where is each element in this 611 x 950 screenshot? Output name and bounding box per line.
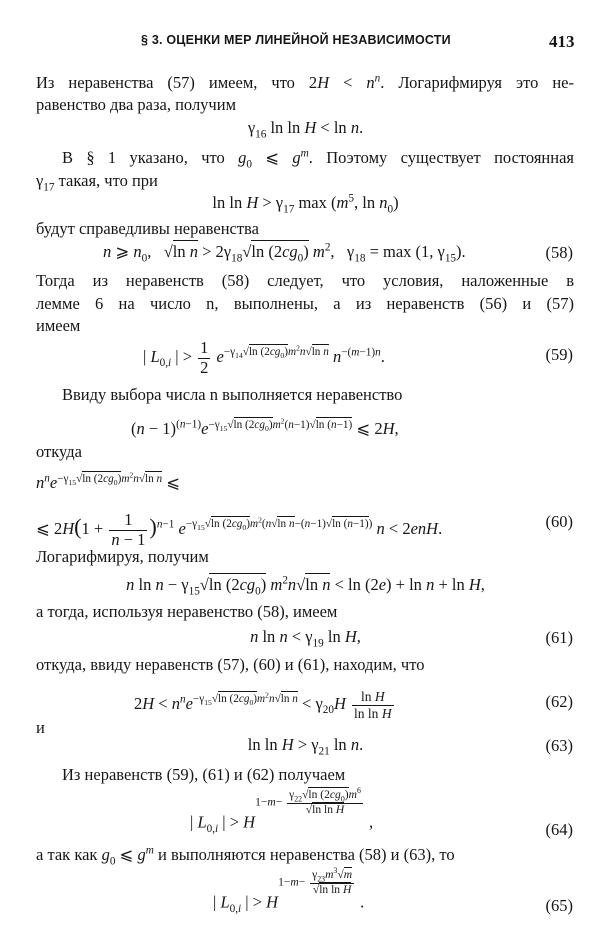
running-title: § 3. ОЦЕНКИ МЕР ЛИНЕЙНОЙ НЕЗАВИСИМОСТИ (141, 33, 451, 47)
text-line: а тогда, используя неравенство (58), имеем (36, 602, 338, 621)
equation-display: n $\ln n - \gamma_{15}√\ln$ $(2cg_0)$ $m^2n√\ln$ n < ln (2e) + ln n + ln H, (126, 574, 485, 598)
equation-display: | $L_{0,i}$ | > $\frac{1}{2}$ $e^{-\gamma_{14}√ln (2cg_0)m^2n√ln n}$ $n^{-(m-1)n}$. (143, 338, 385, 377)
text-line: Ввиду выбора числа n выполняется неравенство (62, 385, 403, 404)
text-line: а так как $g_0$ ⩽ $g^m$ и выполняются неравенства (58) и (63), то (36, 844, 455, 868)
text-line: $\gamma_{17}$ такая, что при (36, 171, 158, 194)
equation-number: (58) (545, 243, 573, 262)
text-line: Логарифмируя, получим (36, 547, 209, 566)
equation-number: (60) (545, 512, 573, 531)
text-line: откуда (36, 442, 82, 461)
equation-display: | $L_{0,i}$ | > H1−m− $\frac{\gamma_{23}m^3√m}{\text{√ln ln H}}$ . (213, 866, 365, 915)
text-line: Из неравенств (59), (61) и (62) получаем (62, 765, 346, 784)
equation-display: $\ln \ln H > \gamma_{21}$ ln n. (247, 735, 364, 758)
text-line: будут справедливы неравенства (36, 219, 259, 238)
equation-display: | $L_{0,i}$ | > H1−m− $\frac{\gamma_{22}√\ln (2cg_0)m^6}{\text{√ln ln H}}$ , (190, 786, 374, 835)
equation-number: (63) (545, 736, 573, 755)
equation-display: $n^ne^{-\gamma_{15}√ln (2cg_0)m^2n√ln n}$ ⩽ (36, 469, 181, 492)
text-line: Тогда из неравенств (58) следует, что условия, наложенные в (36, 271, 574, 290)
text-line: равенство два раза, получим (36, 95, 237, 114)
equation-display: $(n - 1)^{(n-1)}e^{-\gamma_{15}√ln (2cg_0)m^2(n-1)√ln (n-1)}$ ⩽ 2H, (131, 415, 399, 438)
equation-display: ⩽ 2H(1 + $\frac{1}{n - 1}$ )$^{n-1}$ $e^{-\gamma_{15}√ln (2cg_0)m^2(n√ln n-(n-1)√ln (n-1))}$ n < 2enH. (36, 510, 443, 549)
equation-display: $2H < n^ne^{-\gamma_{15}√ln (2cg_0)m^2n√ln n} < \gamma_{20}H$ $\frac{\text{ln H}}{\text{ln ln H}}$ (134, 689, 392, 721)
equation-display: n ⩾ $n_0$, √ln $n > 2\gamma_{18}√\ln$ $(2cg_0)$ $m^2$, $\gamma_{18} = \max (1$, $\gamma_{15}$). (103, 241, 466, 265)
text-line: имеем (36, 316, 81, 335)
equation-display: $\ln \ln H > \gamma_{17}$ $\max (m^5$, $\ln n_0$) (212, 192, 399, 216)
text-line: В § 1 указано, что $g_0$ ⩽ $g^m$. Поэтому существует постоянная (62, 147, 574, 171)
text-line: Из неравенства (57) имеем, что $2H < n^n$. Логарифмируя это не- (36, 72, 574, 92)
equation-number: (61) (545, 628, 573, 647)
text-line: лемме 6 на число n, выполнены, а из неравенств (56) и (57) (36, 294, 574, 313)
equation-number: (65) (545, 896, 573, 915)
equation-display: n $\ln n < \gamma_{19}$ ln H, (250, 627, 361, 650)
text-line: и (36, 718, 45, 737)
equation-display: $\gamma_{16}$ ln ln H < ln n. (247, 118, 364, 141)
equation-number: (64) (545, 820, 573, 839)
page-number: 413 (549, 32, 575, 51)
equation-number: (59) (545, 345, 573, 364)
text-line: откуда, ввиду неравенств (57), (60) и (61), находим, что (36, 655, 425, 674)
equation-number: (62) (545, 692, 573, 711)
